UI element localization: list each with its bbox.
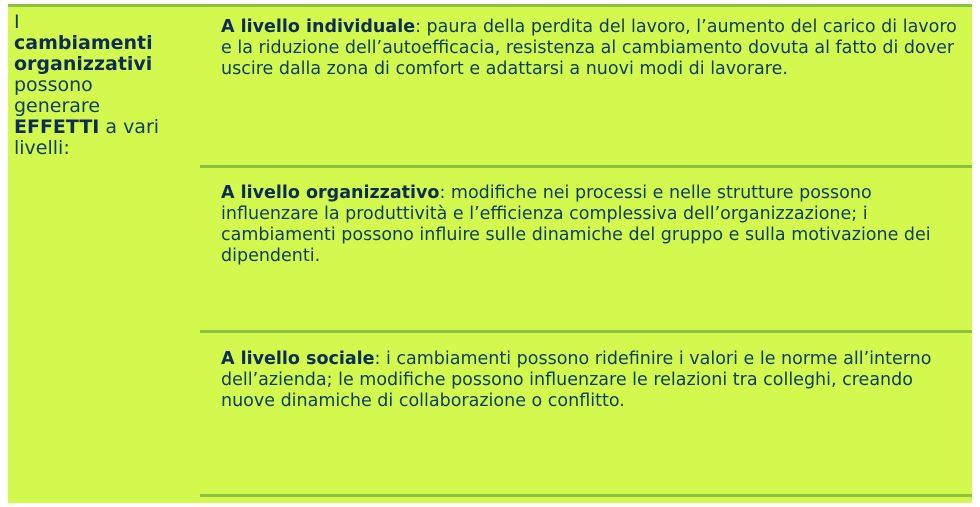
item-text: : i cambiamenti possono ridefinire i valori e le norme all’interno dell’azienda; le modifiche possono influenzare le relazioni tra colleghi, creando nuove dinamiche di collaborazione o conflitto. [221, 349, 932, 411]
item-sociale [221, 349, 965, 412]
item-title: A livello organizzativo [221, 183, 440, 203]
item-title: A livello individuale [221, 17, 416, 37]
item-text: : modifiche nei processi e nelle strutture possono influenzare la produttività e l’efficienza complessiva dell’organizzazione; i cambiamenti possono influire sulle dinamiche del gruppo e sulla motivazione dei dipendenti. [221, 183, 931, 266]
intro-line-1: I [14, 11, 20, 33]
intro-line-6 [14, 117, 194, 138]
divider-2 [200, 330, 972, 333]
intro-line-4: possono [14, 74, 93, 96]
effetti-keyword: EFFETTI [14, 116, 100, 138]
top-divider [8, 4, 972, 7]
item-organizzativo [221, 183, 965, 267]
intro-line-6-rest: a vari [99, 116, 160, 138]
item-text: : paura della perdita del lavoro, l’aumento del carico di lavoro e la riduzione dell’autoefficacia, resistenza al cambiamento dovuta al fatto di dover uscire dalla zona di comfort e adattarsi a nuovi modi di lavorare. [221, 17, 957, 79]
intro-line-3: organizzativi [14, 53, 153, 75]
intro-line-5: generare [14, 95, 101, 117]
divider-3 [200, 494, 972, 497]
intro-text [14, 12, 194, 159]
item-title: A livello sociale [221, 349, 375, 369]
intro-line-7: livelli: [14, 137, 70, 159]
divider-1 [200, 165, 972, 168]
item-individuale [221, 17, 965, 80]
intro-line-2: cambiamenti [14, 32, 153, 54]
